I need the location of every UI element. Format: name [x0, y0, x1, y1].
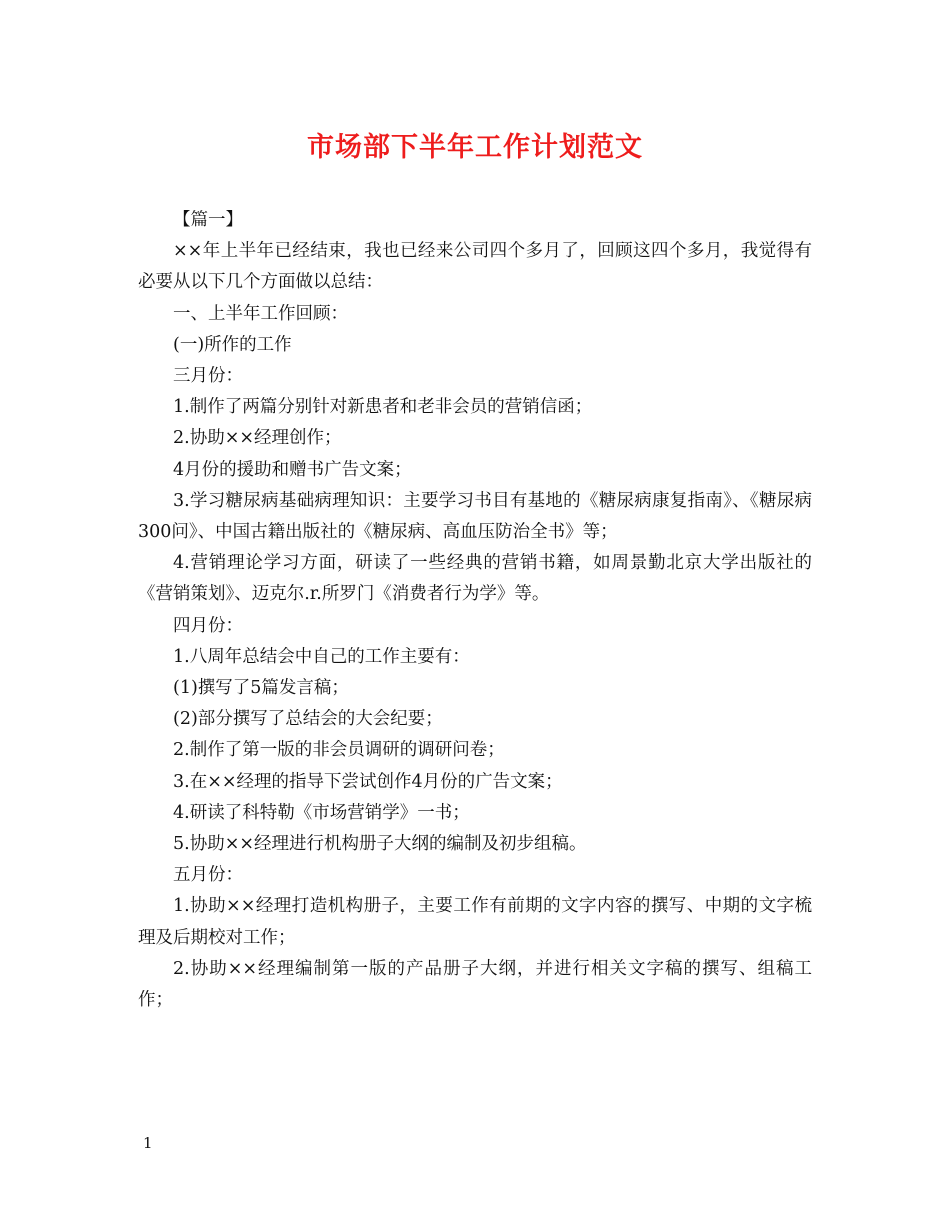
paragraph: 1.八周年总结会中自己的工作主要有：	[173, 646, 470, 667]
paragraph: 2.协助××经理创作；	[173, 428, 342, 449]
paragraph: (2)部分撰写了总结会的大会纪要；	[173, 709, 443, 730]
document-title: 市场部下半年工作计划范文	[307, 132, 643, 163]
paragraph: 【篇一】	[173, 210, 243, 230]
paragraph: 4月份的援助和赠书广告文案；	[173, 459, 412, 480]
paragraph: 1.协助××经理打造机构册子，主要工作有前期的文字内容的撰写、中期的文字梳理及后期校对工作；	[138, 896, 812, 948]
paragraph: 五月份：	[173, 865, 243, 886]
paragraph: (一)所作的工作	[173, 334, 292, 355]
paragraph: 3.学习糖尿病基础病理知识：主要学习书目有基地的《糖尿病康复指南》、《糖尿病300问》、中国古籍出版社的《糖尿病、高血压防治全书》等；	[138, 490, 812, 543]
paragraph: ××年上半年已经结束，我也已经来公司四个多月了，回顾这四个多月，我觉得有必要从以下几个方面做以总结：	[138, 241, 812, 293]
paragraph: (1)撰写了5篇发言稿；	[173, 678, 349, 699]
paragraph: 四月份：	[173, 615, 243, 636]
paragraph: 4.研读了科特勒《市场营销学》一书；	[173, 802, 470, 823]
paragraph: 2.协助××经理编制第一版的产品册子大纲，并进行相关文字稿的撰写、组稿工作；	[138, 958, 812, 1011]
paragraph: 一、上半年工作回顾：	[173, 303, 348, 324]
page-number: 1	[143, 1134, 153, 1152]
paragraph: 1.制作了两篇分别针对新患者和老非会员的营销信函；	[173, 397, 593, 418]
document-body	[138, 205, 812, 1016]
paragraph: 5.协助××经理进行机构册子大纲的编制及初步组稿。	[173, 834, 587, 855]
paragraph: 三月份：	[173, 366, 243, 387]
paragraph: 3.在××经理的指导下尝试创作4月份的广告文案；	[173, 771, 563, 792]
paragraph: 2.制作了第一版的非会员调研的调研问卷；	[173, 740, 505, 761]
paragraph: 4.营销理论学习方面，研读了一些经典的营销书籍，如周景勤北京大学出版社的《营销策划》、迈克尔.r.所罗门《消费者行为学》等。	[138, 553, 812, 605]
